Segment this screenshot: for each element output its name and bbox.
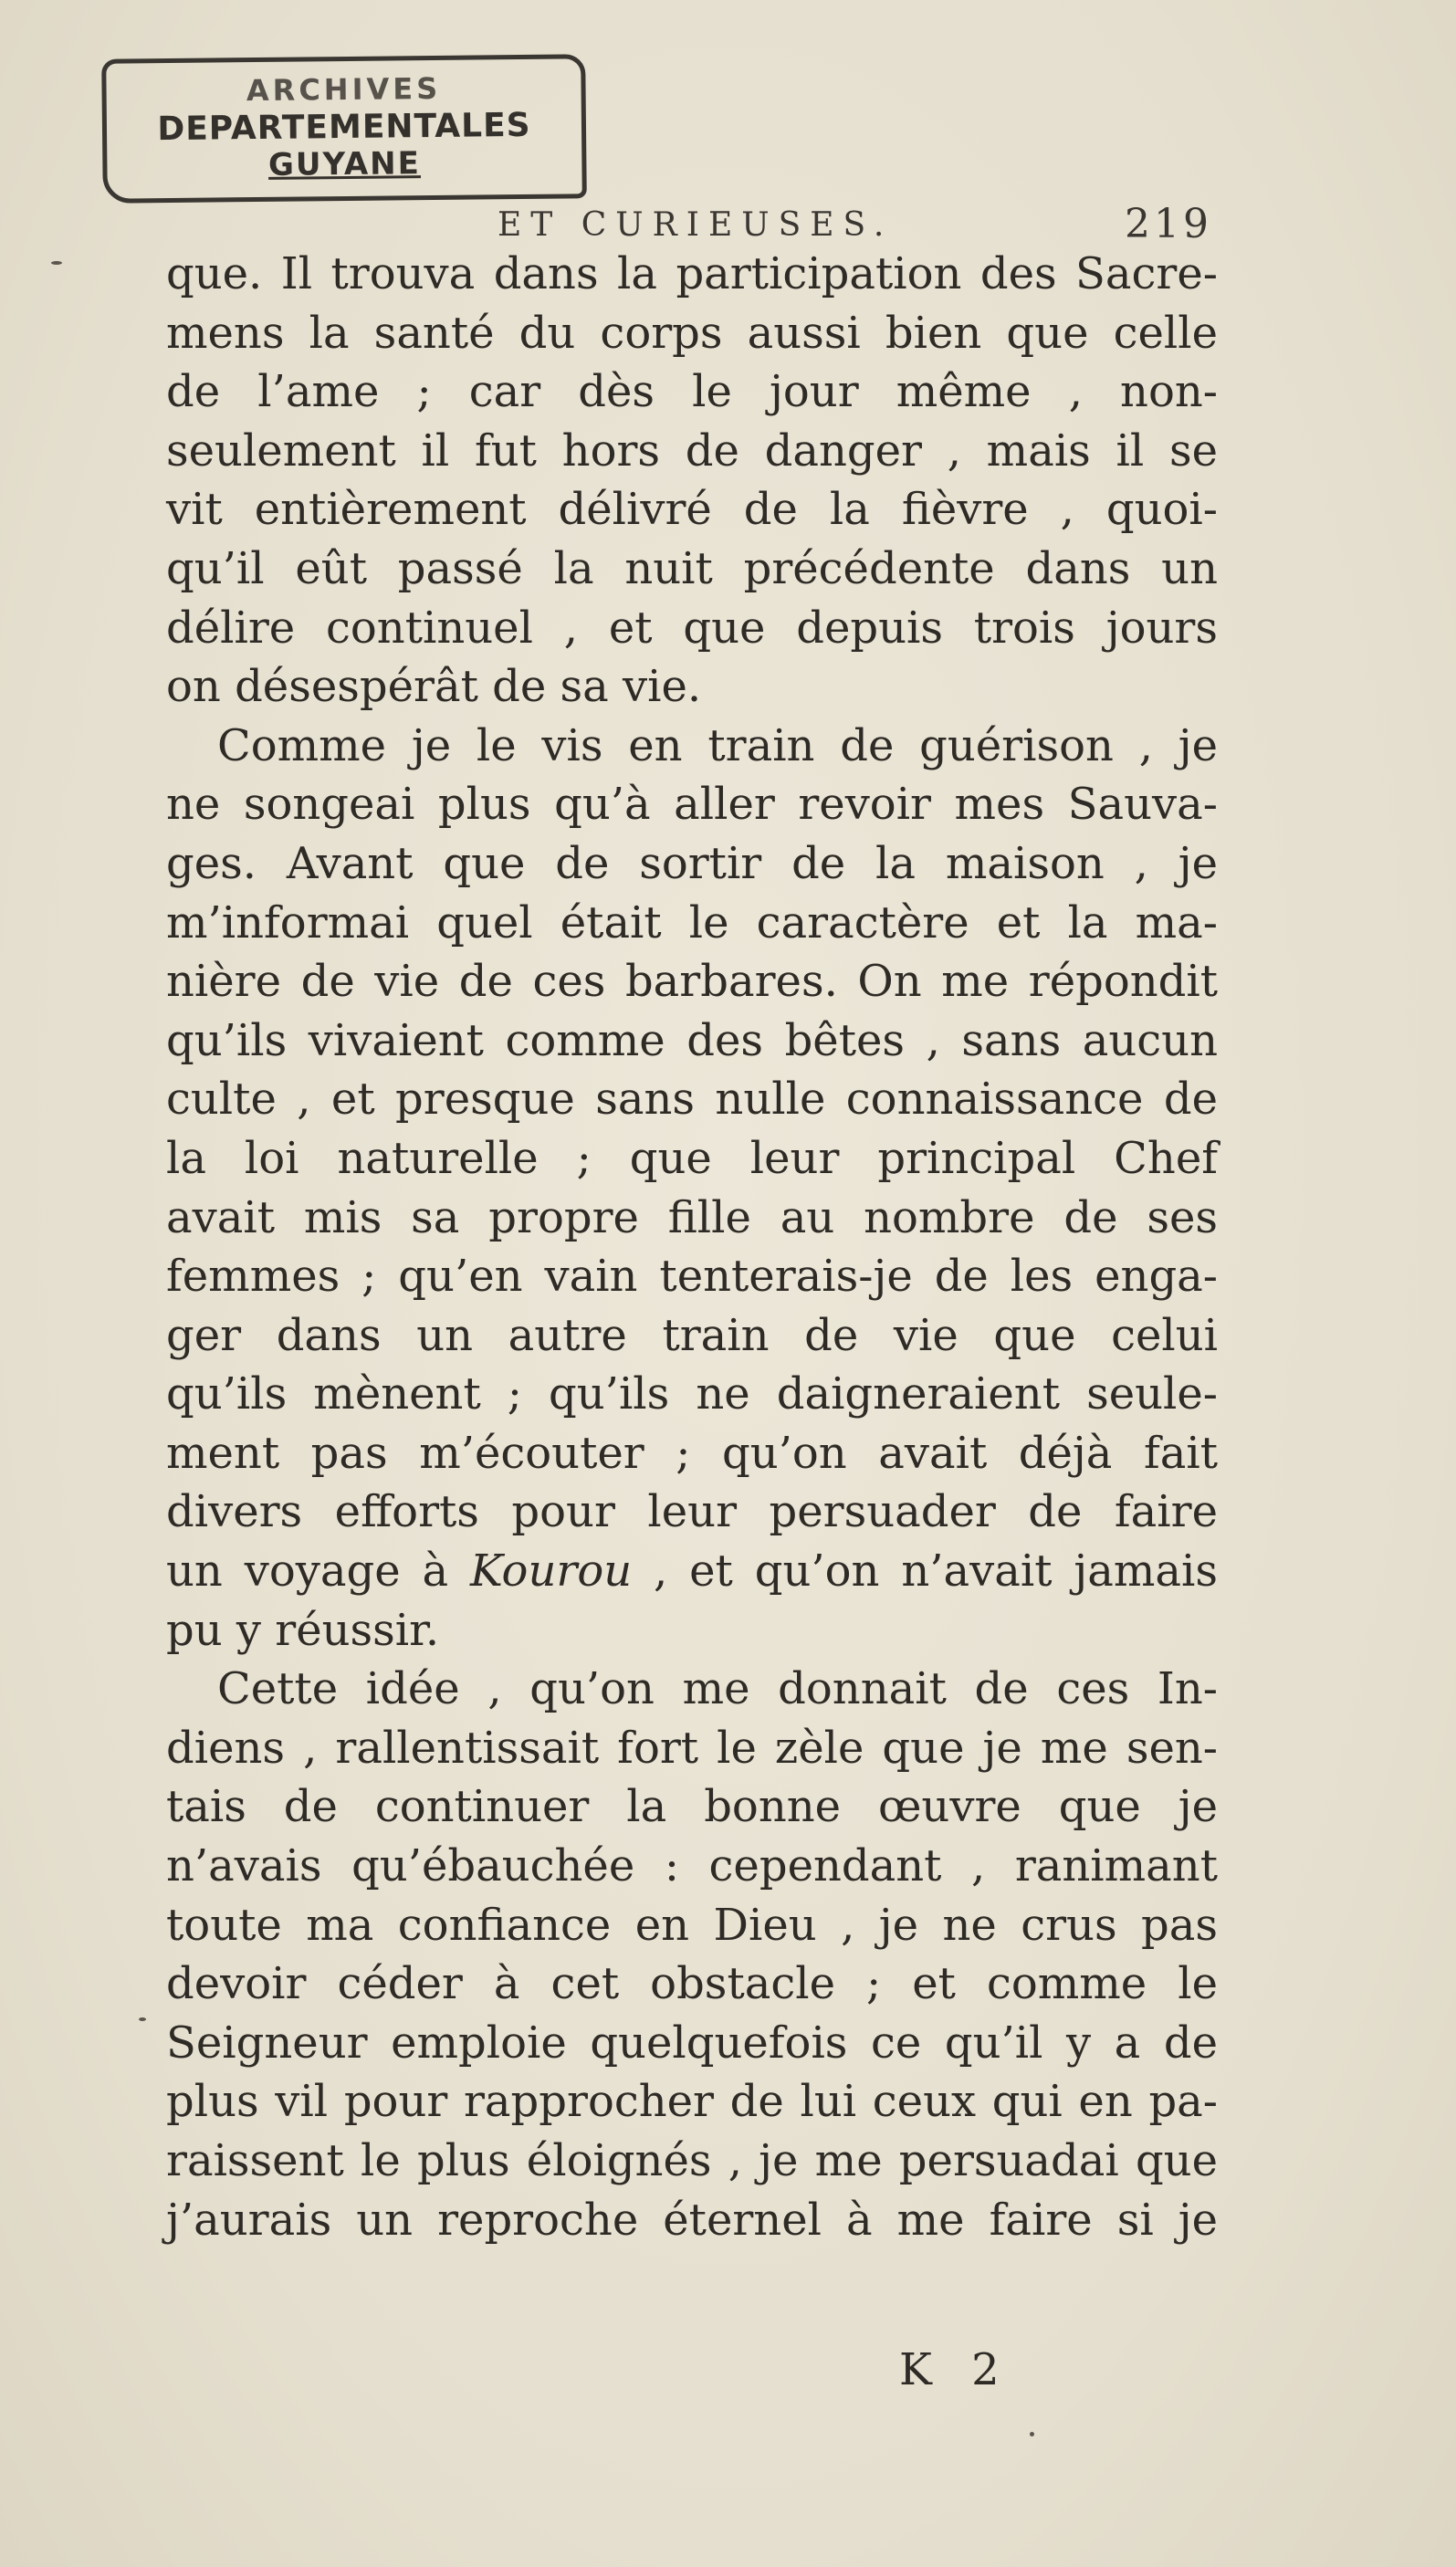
signature-mark: K 2	[899, 2344, 1012, 2395]
text-line: Seigneur emploie quelquefois ce qu’il y a de	[166, 2017, 1218, 2069]
text-line: diens , rallentissait fort le zèle que je me sen-	[166, 1722, 1218, 1774]
text-line: raissent le plus éloignés , je me persuadai que	[166, 2135, 1218, 2186]
text-line: ne songeai plus qu’à aller revoir mes Sauva-	[166, 779, 1218, 831]
text-line: délire continuel , et que depuis trois jours	[166, 602, 1218, 654]
archive-stamp	[101, 54, 587, 204]
text-line: qu’ils mènent ; qu’ils ne daigneraient seule-	[166, 1368, 1218, 1420]
stamp-line-departementales: DEPARTEMENTALES	[157, 106, 531, 149]
text-line: Cette idée , qu’on me donnait de ces In-	[217, 1663, 1218, 1715]
text-line: j’aurais un reproche éternel à me faire si je	[166, 2194, 1218, 2246]
text-line: un voyage à Kourou , et qu’on n’avait jamais	[166, 1545, 1218, 1598]
text-line: mens la santé du corps aussi bien que celle	[166, 307, 1218, 359]
text-line: pu y réussir.	[166, 1604, 440, 1656]
body-text	[166, 245, 1218, 2249]
text-line: la loi naturelle ; que leur principal Chef	[166, 1132, 1218, 1184]
text-line: de l’ame ; car dès le jour même , non-	[166, 366, 1218, 418]
text-line: toute ma confiance en Dieu , je ne crus pas	[166, 1899, 1218, 1951]
running-head: ET CURIEUSES.	[498, 206, 894, 244]
text-line: avait mis sa propre fille au nombre de ses	[166, 1191, 1218, 1243]
text-line: qu’il eût passé la nuit précédente dans un	[166, 542, 1218, 594]
text-line: que. Il trouva dans la participation des Sacre-	[166, 248, 1218, 299]
text-line: n’avais qu’ébauchée : cependant , ranimant	[166, 1840, 1218, 1892]
text-line: ges. Avant que de sortir de la maison , je	[166, 837, 1218, 889]
stamp-line-guyane: GUYANE	[267, 145, 422, 183]
page-number: 219	[1125, 201, 1212, 247]
text-line: culte , et presque sans nulle connaissance de	[166, 1074, 1218, 1126]
text-line: on désespérât de sa vie.	[166, 661, 702, 713]
text-line: tais de continuer la bonne œuvre que je	[166, 1781, 1218, 1833]
paper-speck	[51, 261, 62, 265]
text-line: m’informai quel était le caractère et la ma-	[166, 896, 1218, 948]
text-line: nière de vie de ces barbares. On me répondit	[166, 956, 1218, 1008]
text-line: devoir céder à cet obstacle ; et comme le	[166, 1958, 1218, 2010]
text-line: ment pas m’écouter ; qu’on avait déjà fait	[166, 1427, 1218, 1479]
text-line: seulement il fut hors de danger , mais il se	[166, 424, 1218, 477]
text-line: plus vil pour rapprocher de lui ceux qui en pa-	[166, 2076, 1218, 2128]
text-line: divers efforts pour leur persuader de faire	[166, 1486, 1218, 1538]
text-line: vit entièrement délivré de la fièvre , quoi-	[166, 484, 1218, 536]
paper-speck	[139, 2017, 146, 2021]
text-line: ger dans un autre train de vie que celui	[166, 1309, 1218, 1361]
text-line: femmes ; qu’en vain tenterais-je de les enga-	[166, 1251, 1218, 1303]
place-name-kourou: Kourou	[469, 1545, 633, 1598]
text-line: Comme je le vis en train de guérison , je	[217, 719, 1218, 771]
paper-speck	[1030, 2432, 1034, 2436]
stamp-line-archives: ARCHIVES	[246, 70, 442, 109]
text-line: qu’ils vivaient comme des bêtes , sans aucun	[166, 1014, 1218, 1066]
